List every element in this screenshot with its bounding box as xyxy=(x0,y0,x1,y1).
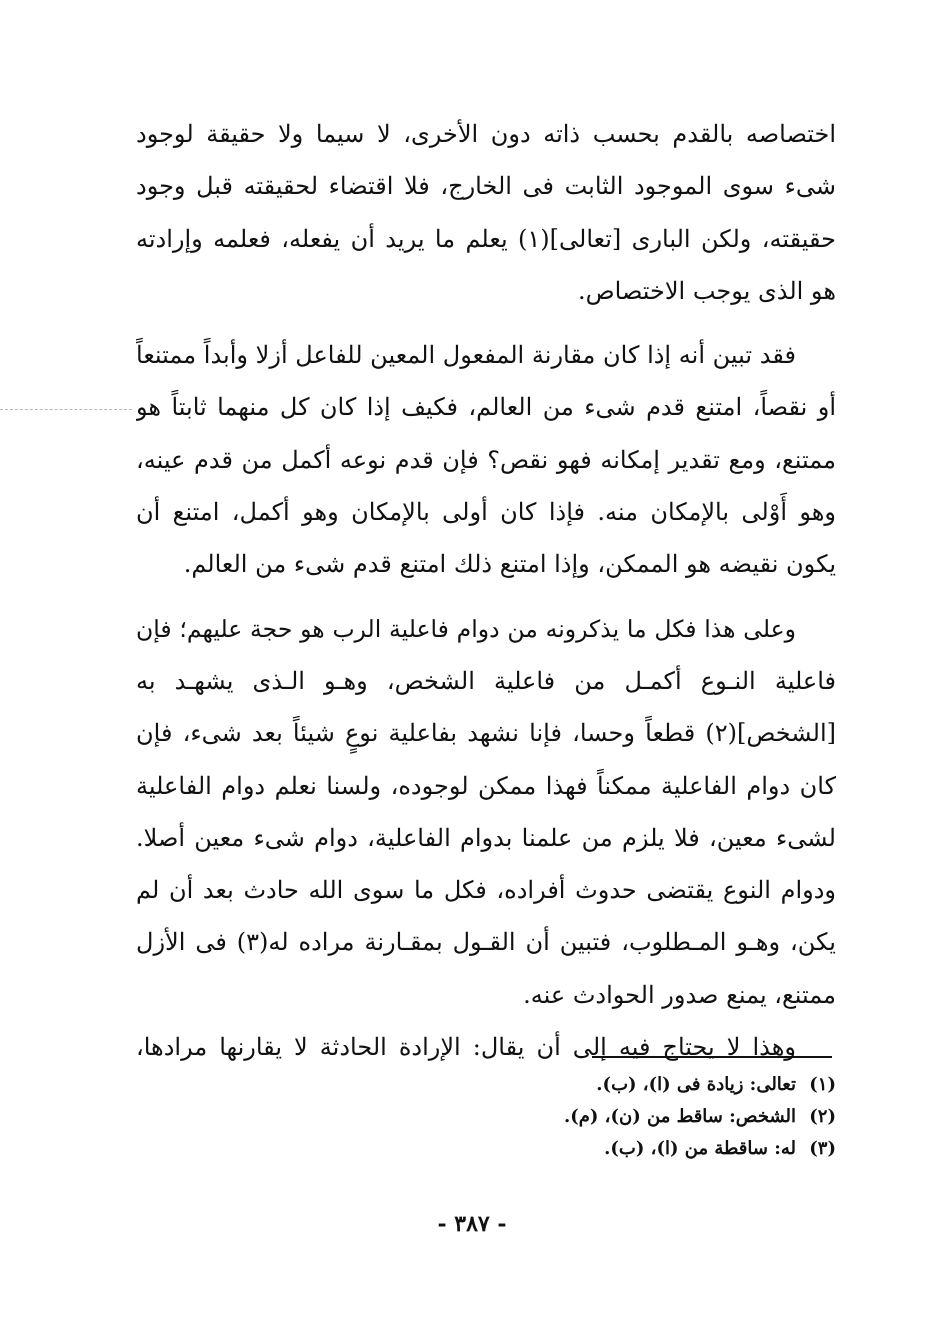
footnote-3 xyxy=(436,1133,836,1165)
paragraph-gap xyxy=(136,317,836,329)
footnote-text: الشخص: ساقط من (ن)، (م). xyxy=(563,1106,796,1127)
text-line-10: وعلى هذا فكل ما يذكرونه من دوام فاعلية الرب هو حجة عليهم؛ فإن xyxy=(136,614,796,643)
footnote-number: (٣) xyxy=(809,1138,836,1159)
margin-scan-mark xyxy=(0,409,132,410)
text-line-13: كان دوام الفاعلية ممكناً فهذا ممكن لوجوده، ولسنا نعلم دوام الفاعلية xyxy=(136,771,836,800)
text-line-14: لشىء معين، فلا يلزم من علمنا بدوام الفاعلية، دوام شىء معين أصلا. xyxy=(136,823,836,852)
text-line-1: اختصاصه بالقدم بحسب ذاته دون الأخرى، لا سيما ولا حقيقة لوجود xyxy=(136,120,836,148)
text-line-3: حقيقته، ولكن البارى [تعالى](١) يعلم ما يريد أن يفعله، فعلمه وإرادته xyxy=(136,224,836,253)
footnote-text: له: ساقطة من (ا)، (ب). xyxy=(604,1138,796,1159)
footnote-separator xyxy=(592,1056,832,1058)
footnote-1 xyxy=(436,1069,836,1101)
text-line-12: [الشخص](٢) قطعاً وحسا، فإنا نشهد بفاعلية نوعٍ شيئاً بعد شىء، فإن xyxy=(136,719,836,748)
footnote-2 xyxy=(436,1101,836,1133)
paragraph-gap xyxy=(136,591,836,603)
footnote-text: تعالى: زيادة فى (ا)، (ب). xyxy=(596,1074,796,1095)
text-line-9: يكون نقيضه هو الممكن، وإذا امتنع ذلك امتنع قدم شىء من العالم. xyxy=(183,550,836,579)
text-line-15: ودوام النوع يقتضى حدوث أفراده، فكل ما سوى الله حادث بعد أن لم xyxy=(136,876,836,905)
footnotes xyxy=(436,1069,836,1165)
text-line-6: أو نقصاً، امتنع قدم شىء من العالم، فكيف إذا كان كل منهما ثابتاً هو xyxy=(136,393,836,422)
main-text xyxy=(136,108,836,1073)
text-line-5: فقد تبين أنه إذا كان مقارنة المفعول المعين للفاعل أزلا وأبداً ممتنعاً xyxy=(136,341,796,370)
footnote-number: (٢) xyxy=(809,1106,836,1127)
page-number: - ٣٨٧ - xyxy=(437,1211,507,1237)
text-line-16: يكن، وهـو المـطلوب، فتبين أن القـول بمقـارنة مراده له(٣) فى الأزل xyxy=(136,928,836,957)
footnote-number: (١) xyxy=(809,1074,836,1095)
text-line-2: شىء سوى الموجود الثابت فى الخارج، فلا اقتضاء لحقيقته قبل وجود xyxy=(136,172,836,201)
text-line-17: ممتنع، يمنع صدور الحوادث عنه. xyxy=(523,980,836,1009)
text-line-8: وهو أَوْلى بالإمكان منه. فإذا كان أولى بالإمكان وهو أكمل، امتنع أن xyxy=(136,498,836,527)
text-line-18: وهذا لا يحتاج فيه إلى أن يقال: الإرادة الحادثة لا يقارنها مرادها، xyxy=(136,1033,796,1062)
text-line-11: فاعلية النـوع أكمـل من فاعلية الشخص، وهـو الـذى يشهـد به xyxy=(136,666,836,695)
text-line-7: ممتنع، ومع تقدير إمكانه فهو نقص؟ فإن قدم نوعه أكمل من قدم عينه، xyxy=(136,445,836,474)
text-line-4: هو الذى يوجب الاختصاص. xyxy=(578,276,836,305)
